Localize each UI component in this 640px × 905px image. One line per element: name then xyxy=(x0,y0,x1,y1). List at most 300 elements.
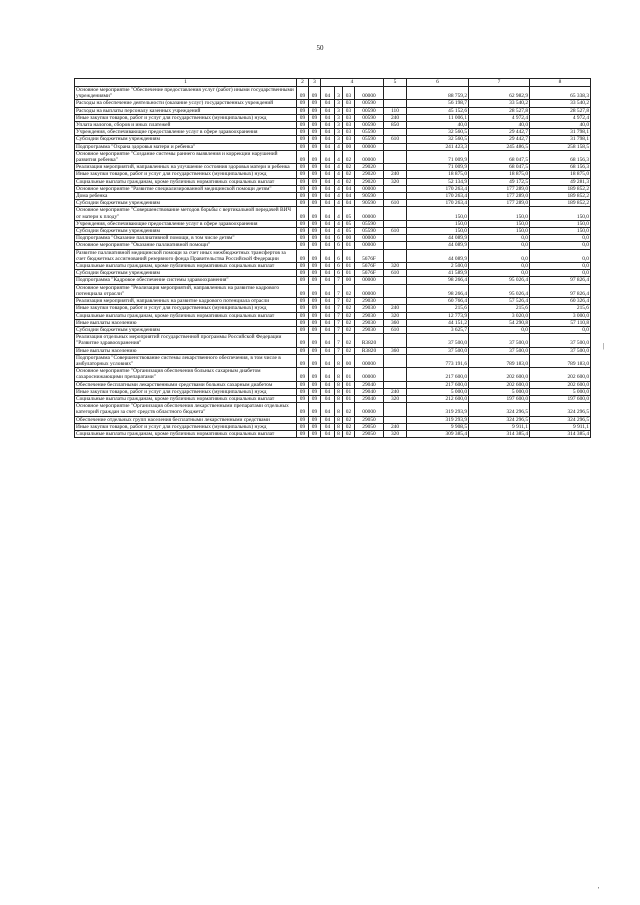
code-cell: 4 xyxy=(335,171,343,178)
amount-cell: 28 527,8 xyxy=(530,107,591,114)
code-cell: 02 xyxy=(343,164,355,171)
code-cell: 09 xyxy=(309,220,321,227)
table-row xyxy=(75,178,591,185)
code-cell: 90590 xyxy=(355,200,384,207)
code-cell: 01 xyxy=(343,249,355,262)
table-row xyxy=(75,129,591,136)
amount-cell: 150,0 xyxy=(469,228,530,235)
code-cell: 00000 xyxy=(355,87,384,100)
code-cell: 5676F xyxy=(355,249,384,262)
row-name: Субсидии бюджетным учреждениям xyxy=(75,136,297,143)
amount-cell: 217 600,0 xyxy=(407,381,469,388)
code-cell: 01 xyxy=(343,388,355,395)
expense-type-cell xyxy=(384,235,407,242)
code-cell: 00 xyxy=(343,143,355,150)
code-cell: 04 xyxy=(321,403,335,416)
amount-cell: 2 500,0 xyxy=(407,263,469,270)
code-cell: 09 xyxy=(309,430,321,437)
table-row xyxy=(75,312,591,319)
code-cell: 03 xyxy=(343,136,355,143)
code-cell: 04 xyxy=(321,430,335,437)
expense-type-cell: 610 xyxy=(384,200,407,207)
code-cell: 09 xyxy=(297,249,309,262)
code-cell: 3 xyxy=(335,107,343,114)
amount-cell: 150,0 xyxy=(530,228,591,235)
amount-cell: 4 972,4 xyxy=(469,114,530,121)
amount-cell: 150,0 xyxy=(469,220,530,227)
code-cell: 04 xyxy=(321,347,335,354)
row-name: Подпрограмма "Охрана здоровья матери и ребенка" xyxy=(75,143,297,150)
amount-cell: 202 600,0 xyxy=(469,368,530,381)
table-row xyxy=(75,347,591,354)
amount-cell: 5 000,0 xyxy=(407,388,469,395)
row-name: Социальные выплаты гражданам, кроме публичных нормативных социальных выплат xyxy=(75,430,297,437)
header-cell: 2 xyxy=(297,79,309,87)
code-cell: 29040 xyxy=(355,395,384,402)
code-cell: 04 xyxy=(321,150,335,163)
code-cell: 09 xyxy=(297,263,309,270)
code-cell: 00000 xyxy=(355,242,384,249)
code-cell: 09 xyxy=(297,403,309,416)
code-cell: 09 xyxy=(309,388,321,395)
row-name: Субсидии бюджетным учреждениям xyxy=(75,270,297,277)
expense-type-cell xyxy=(384,193,407,200)
amount-cell: 150,0 xyxy=(407,207,469,220)
row-name: Развитие паллиативной медицинской помощи за счет иных межбюджетных трансфертов за счет бюджетных ассигнований резервного фонда Правительства Российской Федерации xyxy=(75,249,297,262)
code-cell: 29030 xyxy=(355,326,384,333)
table-row xyxy=(75,143,591,150)
code-cell: 04 xyxy=(321,423,335,430)
row-name: Социальные выплаты гражданам, кроме публичных нормативных социальных выплат xyxy=(75,263,297,270)
code-cell: 09 xyxy=(297,107,309,114)
row-name: Субсидии бюджетным учреждениям xyxy=(75,326,297,333)
code-cell: 04 xyxy=(321,107,335,114)
expense-type-cell xyxy=(384,87,407,100)
code-cell: 09 xyxy=(297,334,309,347)
code-cell: 04 xyxy=(321,193,335,200)
amount-cell: 245 486,5 xyxy=(469,143,530,150)
code-cell: 7 xyxy=(335,305,343,312)
code-cell: 09 xyxy=(297,277,309,284)
expense-type-cell: 110 xyxy=(384,107,407,114)
expense-type-cell xyxy=(384,368,407,381)
row-name: Расходы на выплаты персоналу казенных учреждений xyxy=(75,107,297,114)
amount-cell: 177 289,0 xyxy=(469,193,530,200)
expense-type-cell xyxy=(384,143,407,150)
code-cell: 04 xyxy=(321,277,335,284)
code-cell: 29030 xyxy=(355,319,384,326)
code-cell: 00000 xyxy=(355,185,384,192)
code-cell: 09 xyxy=(309,284,321,297)
table-row xyxy=(75,319,591,326)
expense-type-cell xyxy=(384,381,407,388)
row-name: Иные закупки товаров, работ и услуг для государственных (муниципальных) нужд xyxy=(75,305,297,312)
code-cell: 09 xyxy=(309,100,321,107)
code-cell: 4 xyxy=(335,220,343,227)
code-cell: 3 xyxy=(335,122,343,129)
amount-cell: 189 852,2 xyxy=(530,200,591,207)
row-name: Иные выплаты населению xyxy=(75,319,297,326)
code-cell: 09 xyxy=(309,347,321,354)
code-cell: 4 xyxy=(335,143,343,150)
amount-cell: 40,0 xyxy=(530,122,591,129)
code-cell: 04 xyxy=(321,249,335,262)
expense-type-cell xyxy=(384,298,407,305)
code-cell: 04 xyxy=(321,185,335,192)
code-cell: 00590 xyxy=(355,122,384,129)
amount-cell: 5 000,0 xyxy=(530,388,591,395)
code-cell: 01 xyxy=(343,395,355,402)
amount-cell: 170 263,4 xyxy=(407,200,469,207)
code-cell: 3 xyxy=(335,87,343,100)
expense-type-cell: 320 xyxy=(384,430,407,437)
code-cell: 6 xyxy=(335,270,343,277)
code-cell: 04 xyxy=(321,305,335,312)
code-cell: 09 xyxy=(309,235,321,242)
code-cell: 09 xyxy=(297,87,309,100)
code-cell: 3 xyxy=(335,136,343,143)
code-cell: 09 xyxy=(309,193,321,200)
expense-type-cell xyxy=(384,242,407,249)
amount-cell: 309 385,4 xyxy=(407,430,469,437)
table-row xyxy=(75,193,591,200)
amount-cell: 88 759,2 xyxy=(407,87,469,100)
amount-cell: 37 500,0 xyxy=(469,334,530,347)
code-cell: 02 xyxy=(343,319,355,326)
code-cell: 05 xyxy=(343,220,355,227)
code-cell: 00000 xyxy=(355,143,384,150)
code-cell: 02 xyxy=(343,150,355,163)
amount-cell: 324 296,5 xyxy=(469,403,530,416)
table-row xyxy=(75,277,591,284)
table-row xyxy=(75,388,591,395)
code-cell: 09 xyxy=(309,136,321,143)
amount-cell: 0,0 xyxy=(530,263,591,270)
code-cell: 04 xyxy=(321,235,335,242)
code-cell: 7 xyxy=(335,319,343,326)
amount-cell: 41 589,9 xyxy=(407,270,469,277)
amount-cell: 319 293,9 xyxy=(407,416,469,423)
expense-type-cell: 240 xyxy=(384,423,407,430)
code-cell: 02 xyxy=(343,305,355,312)
code-cell: 09 xyxy=(309,87,321,100)
code-cell: 09 xyxy=(309,129,321,136)
code-cell: 4 xyxy=(335,150,343,163)
code-cell: 8 xyxy=(335,354,343,367)
amount-cell: 49 281,3 xyxy=(530,178,591,185)
table-row xyxy=(75,185,591,192)
code-cell: 09 xyxy=(297,388,309,395)
code-cell: 02 xyxy=(343,403,355,416)
code-cell: 7 xyxy=(335,284,343,297)
code-cell: 04 xyxy=(321,298,335,305)
row-name: Расходы на обеспечение деятельности (оказание услуг) государственных учреждений xyxy=(75,100,297,107)
code-cell: 09 xyxy=(309,249,321,262)
code-cell: 09 xyxy=(309,277,321,284)
row-name: Обеспечение отдельных групп населения бесплатными лекарственными средствами xyxy=(75,416,297,423)
expense-type-cell xyxy=(384,249,407,262)
code-cell: 01 xyxy=(343,242,355,249)
code-cell: 4 xyxy=(335,228,343,235)
amount-cell: 68 047,5 xyxy=(469,150,530,163)
code-cell: 00 xyxy=(343,235,355,242)
code-cell: 6 xyxy=(335,249,343,262)
row-name: Основное мероприятие "Оказание паллиативной помощи" xyxy=(75,242,297,249)
expense-type-cell: 320 xyxy=(384,263,407,270)
code-cell: 02 xyxy=(343,430,355,437)
amount-cell: 150,0 xyxy=(530,220,591,227)
row-name: Основное мероприятие "Обеспечение предоставления услуг (работ) иными государственными учреждениями" xyxy=(75,87,297,100)
amount-cell: 0,0 xyxy=(530,326,591,333)
code-cell: 09 xyxy=(309,270,321,277)
header-cell: 8 xyxy=(530,79,591,87)
amount-cell: 31 798,1 xyxy=(530,129,591,136)
table-row xyxy=(75,122,591,129)
amount-cell: 37 500,0 xyxy=(407,347,469,354)
amount-cell: 0,0 xyxy=(469,270,530,277)
budget-table xyxy=(74,78,591,438)
row-name: Основное мероприятие "Организация обеспечения больных сахарным диабетом сахароснижающими препаратами" xyxy=(75,368,297,381)
code-cell: 02 xyxy=(343,312,355,319)
expense-type-cell xyxy=(384,129,407,136)
amount-cell: 189 852,2 xyxy=(530,185,591,192)
amount-cell: 32 560,5 xyxy=(407,129,469,136)
code-cell: 09 xyxy=(309,416,321,423)
header-row xyxy=(75,79,591,87)
amount-cell: 789 183,0 xyxy=(469,354,530,367)
code-cell: 09 xyxy=(309,305,321,312)
code-cell: 03 xyxy=(343,87,355,100)
code-cell: R3820 xyxy=(355,334,384,347)
amount-cell: 0,0 xyxy=(469,249,530,262)
code-cell: 09 xyxy=(309,242,321,249)
code-cell: 09 xyxy=(309,326,321,333)
code-cell: 09 xyxy=(309,319,321,326)
page-number: 50 xyxy=(316,44,324,52)
amount-cell: 177 289,0 xyxy=(469,200,530,207)
table-row xyxy=(75,326,591,333)
code-cell: 02 xyxy=(343,298,355,305)
code-cell: 29020 xyxy=(355,178,384,185)
amount-cell: 202 600,0 xyxy=(469,381,530,388)
amount-cell: 0,0 xyxy=(530,235,591,242)
code-cell: 7 xyxy=(335,326,343,333)
amount-cell: 40,0 xyxy=(469,122,530,129)
code-cell: 09 xyxy=(309,185,321,192)
code-cell: 29040 xyxy=(355,388,384,395)
header-cell: 5 xyxy=(384,79,407,87)
table-row xyxy=(75,298,591,305)
code-cell: 04 xyxy=(321,200,335,207)
code-cell: 02 xyxy=(343,171,355,178)
amount-cell: 9 908,5 xyxy=(407,423,469,430)
code-cell: 04 xyxy=(321,242,335,249)
code-cell: 04 xyxy=(343,185,355,192)
code-cell: 04 xyxy=(321,270,335,277)
code-cell: 4 xyxy=(335,200,343,207)
amount-cell: 189 852,2 xyxy=(530,193,591,200)
code-cell: 09 xyxy=(309,312,321,319)
code-cell: 09 xyxy=(309,207,321,220)
amount-cell: 45 152,6 xyxy=(407,107,469,114)
code-cell: 02 xyxy=(343,416,355,423)
amount-cell: 71 009,9 xyxy=(407,164,469,171)
code-cell: 09 xyxy=(297,129,309,136)
code-cell: 29020 xyxy=(355,171,384,178)
amount-cell: 68 156,3 xyxy=(530,164,591,171)
code-cell: 29030 xyxy=(355,312,384,319)
code-cell: 09 xyxy=(309,381,321,388)
expense-type-cell: 320 xyxy=(384,312,407,319)
expense-type-cell xyxy=(384,185,407,192)
code-cell: 09 xyxy=(297,298,309,305)
code-cell: 04 xyxy=(321,207,335,220)
row-name: Учреждения, обеспечивающие предоставление услуг в сфере здравоохранения xyxy=(75,129,297,136)
code-cell: 09 xyxy=(297,164,309,171)
code-cell: 00000 xyxy=(355,207,384,220)
code-cell: 09 xyxy=(309,171,321,178)
table-row xyxy=(75,100,591,107)
code-cell: 8 xyxy=(335,430,343,437)
code-cell: 4 xyxy=(335,193,343,200)
code-cell: 00000 xyxy=(355,277,384,284)
code-cell: 6 xyxy=(335,263,343,270)
code-cell: 09 xyxy=(297,143,309,150)
amount-cell: 68 156,3 xyxy=(530,150,591,163)
code-cell: 09 xyxy=(297,416,309,423)
row-name: Уплата налогов, сборов и иных платежей xyxy=(75,122,297,129)
code-cell: 6 xyxy=(335,242,343,249)
amount-cell: 215,6 xyxy=(530,305,591,312)
code-cell: 00000 xyxy=(355,368,384,381)
code-cell: 09 xyxy=(297,326,309,333)
amount-cell: 44 089,9 xyxy=(407,249,469,262)
code-cell: 05590 xyxy=(355,136,384,143)
code-cell: 04 xyxy=(321,388,335,395)
code-cell: 04 xyxy=(321,122,335,129)
amount-cell: 60 766,4 xyxy=(407,298,469,305)
code-cell: 02 xyxy=(343,284,355,297)
margin-mark: | xyxy=(603,342,605,350)
code-cell: 09 xyxy=(297,368,309,381)
amount-cell: 98 266,4 xyxy=(407,284,469,297)
table-row xyxy=(75,136,591,143)
expense-type-cell: 610 xyxy=(384,326,407,333)
table-row xyxy=(75,284,591,297)
table-row xyxy=(75,368,591,381)
code-cell: 04 xyxy=(321,381,335,388)
amount-cell: 324 296,5 xyxy=(530,416,591,423)
row-name: Иные закупки товаров, работ и услуг для государственных (муниципальных) нужд xyxy=(75,388,297,395)
amount-cell: 212 600,0 xyxy=(407,395,469,402)
amount-cell: 18 875,0 xyxy=(407,171,469,178)
code-cell: 04 xyxy=(321,171,335,178)
amount-cell: 3 020,0 xyxy=(469,312,530,319)
header-cell: 1 xyxy=(75,79,297,87)
code-cell: 05590 xyxy=(355,129,384,136)
amount-cell: 44 089,9 xyxy=(407,242,469,249)
row-name: Дома ребенка xyxy=(75,193,297,200)
row-name: Учреждения, обеспечивающие предоставление услуг в сфере здравоохранения xyxy=(75,220,297,227)
code-cell: 29050 xyxy=(355,423,384,430)
amount-cell: 314 385,4 xyxy=(469,430,530,437)
amount-cell: 65 338,3 xyxy=(530,87,591,100)
amount-cell: 98 266,4 xyxy=(407,277,469,284)
code-cell: 09 xyxy=(309,164,321,171)
code-cell: 09 xyxy=(297,395,309,402)
row-name: Обеспечение бесплатными лекарственными средствами больных сахарным диабетом xyxy=(75,381,297,388)
code-cell: 8 xyxy=(335,416,343,423)
code-cell: 00000 xyxy=(355,150,384,163)
code-cell: 7 xyxy=(335,277,343,284)
row-name: Социальные выплаты гражданам, кроме публичных нормативных социальных выплат xyxy=(75,395,297,402)
code-cell: 09 xyxy=(309,298,321,305)
amount-cell: 215,6 xyxy=(469,305,530,312)
code-cell: 04 xyxy=(321,178,335,185)
code-cell: 29030 xyxy=(355,305,384,312)
code-cell: 09 xyxy=(297,270,309,277)
code-cell: 29050 xyxy=(355,430,384,437)
amount-cell: 33 540,2 xyxy=(530,100,591,107)
amount-cell: 95 026,4 xyxy=(469,284,530,297)
code-cell: 09 xyxy=(309,114,321,121)
amount-cell: 18 875,0 xyxy=(530,171,591,178)
code-cell: 00 xyxy=(343,277,355,284)
table-row xyxy=(75,263,591,270)
amount-cell: 29 442,7 xyxy=(469,136,530,143)
amount-cell: 12 773,9 xyxy=(407,312,469,319)
code-cell: 04 xyxy=(321,326,335,333)
code-cell: 29040 xyxy=(355,381,384,388)
code-cell: 04 xyxy=(321,143,335,150)
code-cell: 02 xyxy=(343,326,355,333)
code-cell: 09 xyxy=(297,207,309,220)
code-cell: 00000 xyxy=(355,284,384,297)
code-cell: 04 xyxy=(321,114,335,121)
code-cell: 09 xyxy=(297,185,309,192)
table-row xyxy=(75,150,591,163)
table-row xyxy=(75,200,591,207)
code-cell: 04 xyxy=(343,200,355,207)
code-cell: 09 xyxy=(309,354,321,367)
amount-cell: 0,0 xyxy=(530,270,591,277)
code-cell: 09 xyxy=(309,178,321,185)
amount-cell: 215,6 xyxy=(407,305,469,312)
code-cell: 8 xyxy=(335,423,343,430)
code-cell: 04 xyxy=(321,220,335,227)
code-cell: 8 xyxy=(335,395,343,402)
code-cell: 4 xyxy=(335,207,343,220)
table-row xyxy=(75,305,591,312)
amount-cell: 57 110,8 xyxy=(530,319,591,326)
expense-type-cell xyxy=(384,150,407,163)
table-row xyxy=(75,114,591,121)
code-cell: 09 xyxy=(297,100,309,107)
amount-cell: 150,0 xyxy=(407,220,469,227)
code-cell: 6 xyxy=(335,235,343,242)
code-cell: 09 xyxy=(297,347,309,354)
code-cell: 09 xyxy=(309,395,321,402)
row-name: Иные закупки товаров, работ и услуг для государственных (муниципальных) нужд xyxy=(75,423,297,430)
expense-type-cell xyxy=(384,403,407,416)
code-cell: 4 xyxy=(335,185,343,192)
row-name: Иные выплаты населению xyxy=(75,347,297,354)
code-cell: 3 xyxy=(335,114,343,121)
amount-cell: 0,0 xyxy=(469,242,530,249)
code-cell: 09 xyxy=(297,242,309,249)
expense-type-cell: 850 xyxy=(384,122,407,129)
code-cell: 00000 xyxy=(355,403,384,416)
